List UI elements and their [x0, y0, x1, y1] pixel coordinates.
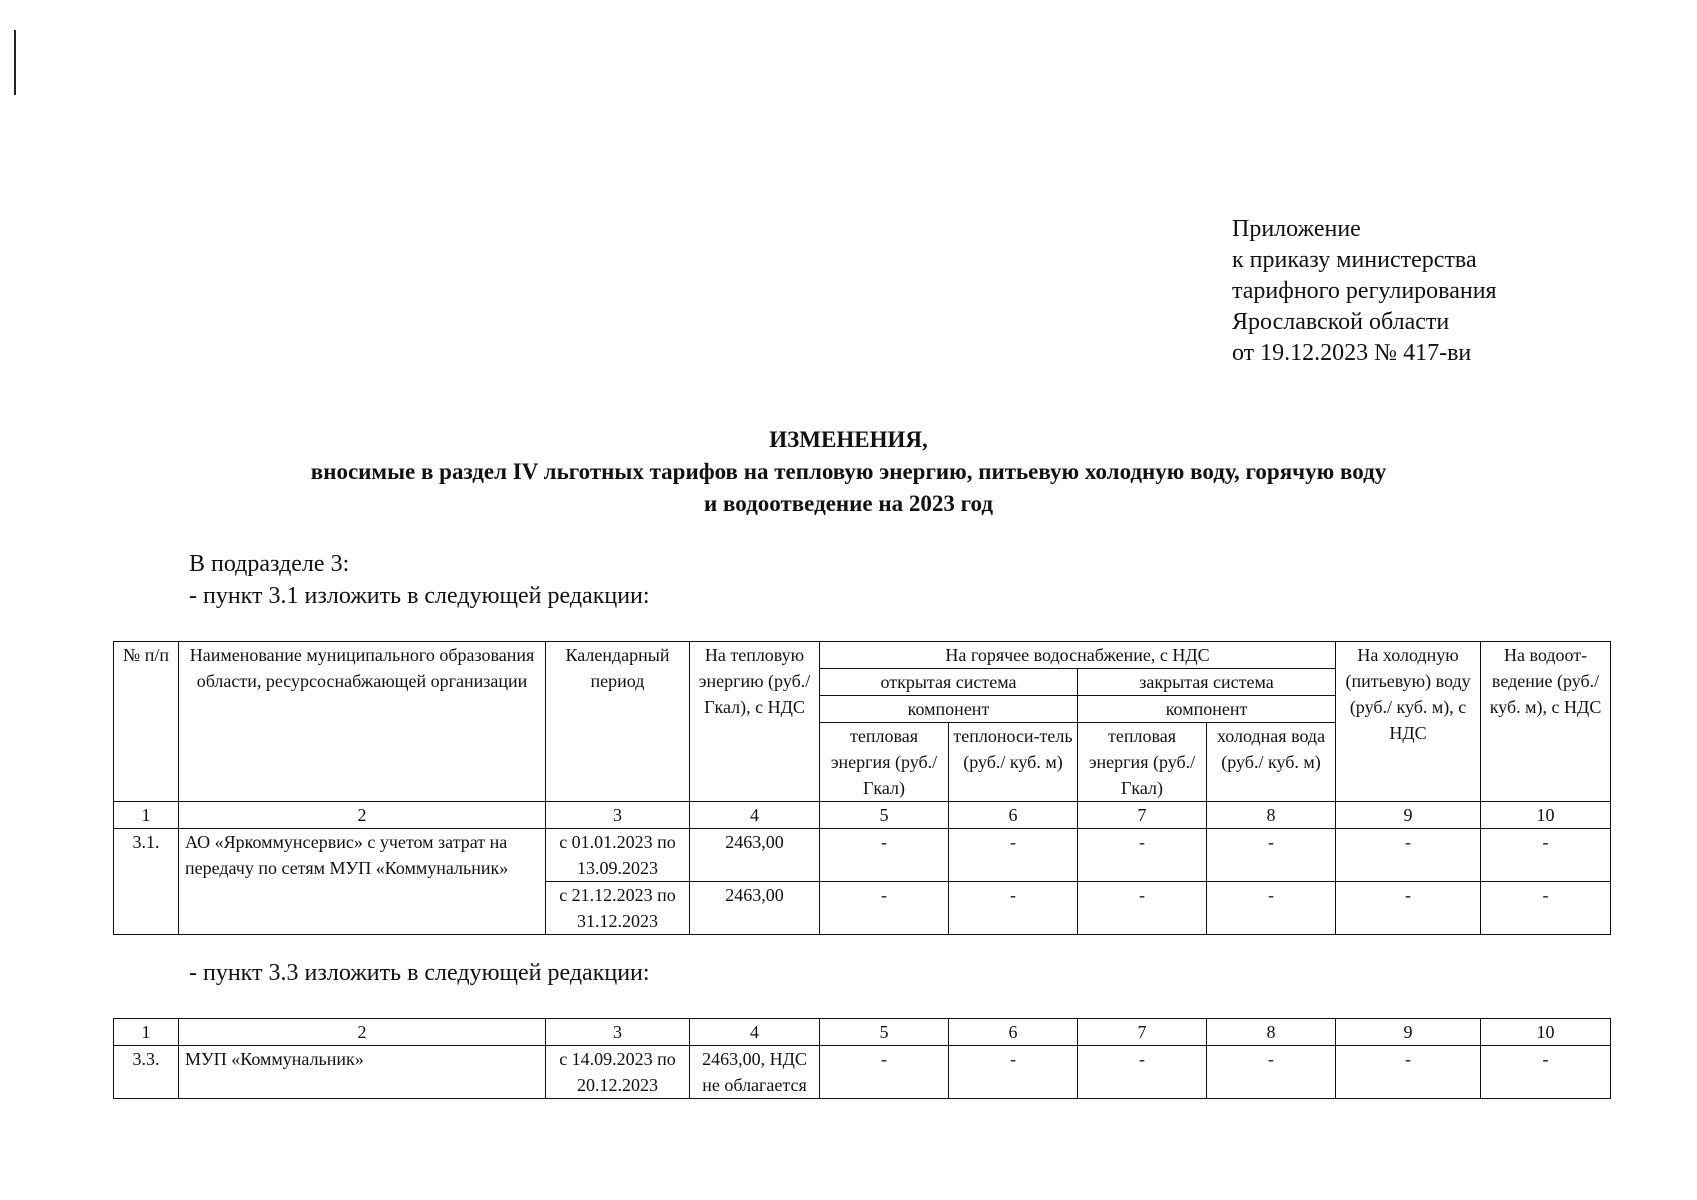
column-number: 4 [690, 802, 820, 829]
header-heat-energy-closed: тепловая энергия (руб./Гкал) [1078, 723, 1207, 802]
header-sewage: На водоот-ведение (руб./ куб. м), с НДС [1481, 642, 1611, 802]
row-period: с 21.12.2023 по 31.12.2023 [546, 882, 690, 935]
column-number: 10 [1481, 1019, 1611, 1046]
subsection-text: В подразделе 3: [189, 551, 350, 577]
column-number: 7 [1078, 1019, 1207, 1046]
appendix-line: тарифного регулирования [1232, 278, 1497, 304]
row-period: с 01.01.2023 по 13.09.2023 [546, 829, 690, 882]
column-number: 4 [690, 1019, 820, 1046]
tariff-table-3-1 [113, 641, 1611, 935]
column-number: 5 [820, 802, 949, 829]
item-3-3-text: - пункт 3.3 изложить в следующей редакции: [189, 960, 650, 986]
row-cell: - [820, 1046, 949, 1099]
row-cell: - [1207, 829, 1336, 882]
row-heat-tariff: 2463,00 [690, 829, 820, 882]
row-cell: - [1336, 882, 1481, 935]
header-open-system: открытая система [820, 669, 1078, 696]
column-number: 8 [1207, 802, 1336, 829]
heading-line: вносимые в раздел IV льготных тарифов на тепловую энергию, питьевую холодную воду, горячую воду [310, 459, 1387, 484]
column-number: 2 [179, 802, 546, 829]
table-header-row [114, 642, 1611, 669]
header-heat: На тепловую энергию (руб./Гкал), с НДС [690, 642, 820, 802]
row-cell: - [1481, 1046, 1611, 1099]
column-number: 9 [1336, 1019, 1481, 1046]
column-number-row [114, 1019, 1611, 1046]
row-org-name: АО «Яркоммунсервис» с учетом затрат на передачу по сетям МУП «Коммунальник» [179, 829, 546, 935]
row-cell: - [1336, 1046, 1481, 1099]
column-number-row [114, 802, 1611, 829]
header-hot-water: На горячее водоснабжение, с НДС [820, 642, 1336, 669]
tariff-table-3-3 [113, 1018, 1611, 1099]
item-3-1-text: - пункт 3.1 изложить в следующей редакции: [189, 583, 650, 609]
appendix-line: Приложение [1232, 216, 1361, 242]
header-heat-energy-open: тепловая энергия (руб./Гкал) [820, 723, 949, 802]
appendix-line: Ярославской области [1232, 309, 1450, 335]
table-row [114, 1046, 1611, 1099]
row-org-name: МУП «Коммунальник» [179, 1046, 546, 1099]
column-number: 6 [949, 1019, 1078, 1046]
table-row [114, 829, 1611, 882]
header-closed-system: закрытая система [1078, 669, 1336, 696]
header-component-open: компонент [820, 696, 1078, 723]
row-cell: - [1481, 882, 1611, 935]
column-number: 2 [179, 1019, 546, 1046]
row-cell: - [1207, 1046, 1336, 1099]
column-number: 1 [114, 802, 179, 829]
row-cell: - [820, 882, 949, 935]
row-cell: - [1078, 882, 1207, 935]
row-period: с 14.09.2023 по 20.12.2023 [546, 1046, 690, 1099]
column-number: 7 [1078, 802, 1207, 829]
row-cell: - [949, 1046, 1078, 1099]
column-number: 9 [1336, 802, 1481, 829]
column-number: 3 [546, 1019, 690, 1046]
row-num: 3.1. [114, 829, 179, 935]
header-period: Календарный период [546, 642, 690, 802]
row-cell: - [949, 882, 1078, 935]
row-heat-tariff: 2463,00, НДС не облагается [690, 1046, 820, 1099]
column-number: 6 [949, 802, 1078, 829]
column-number: 5 [820, 1019, 949, 1046]
appendix-block [1232, 214, 1497, 369]
row-cell: - [949, 829, 1078, 882]
header-component-closed: компонент [1078, 696, 1336, 723]
intro-block [189, 548, 650, 612]
header-num: № п/п [114, 642, 179, 802]
row-cell: - [1078, 1046, 1207, 1099]
row-cell: - [1336, 829, 1481, 882]
header-cold-water-component: холодная вода (руб./ куб. м) [1207, 723, 1336, 802]
heading-title: ИЗМЕНЕНИЯ, [769, 427, 928, 452]
margin-mark [14, 30, 16, 95]
header-heat-carrier: теплоноси-тель (руб./ куб. м) [949, 723, 1078, 802]
column-number: 10 [1481, 802, 1611, 829]
column-number: 3 [546, 802, 690, 829]
appendix-line: от 19.12.2023 № 417-ви [1232, 340, 1472, 366]
heading-line: и водоотведение на 2023 год [704, 491, 993, 516]
row-cell: - [820, 829, 949, 882]
row-heat-tariff: 2463,00 [690, 882, 820, 935]
row-cell: - [1207, 882, 1336, 935]
column-number: 8 [1207, 1019, 1336, 1046]
appendix-line: к приказу министерства [1232, 247, 1477, 273]
row-num: 3.3. [114, 1046, 179, 1099]
column-number: 1 [114, 1019, 179, 1046]
row-cell: - [1078, 829, 1207, 882]
header-name: Наименование муниципального образования области, ресурсоснабжающей организации [179, 642, 546, 802]
header-cold-water: На холодную (питьевую) воду (руб./ куб. м), с НДС [1336, 642, 1481, 802]
document-heading [0, 424, 1697, 520]
row-cell: - [1481, 829, 1611, 882]
